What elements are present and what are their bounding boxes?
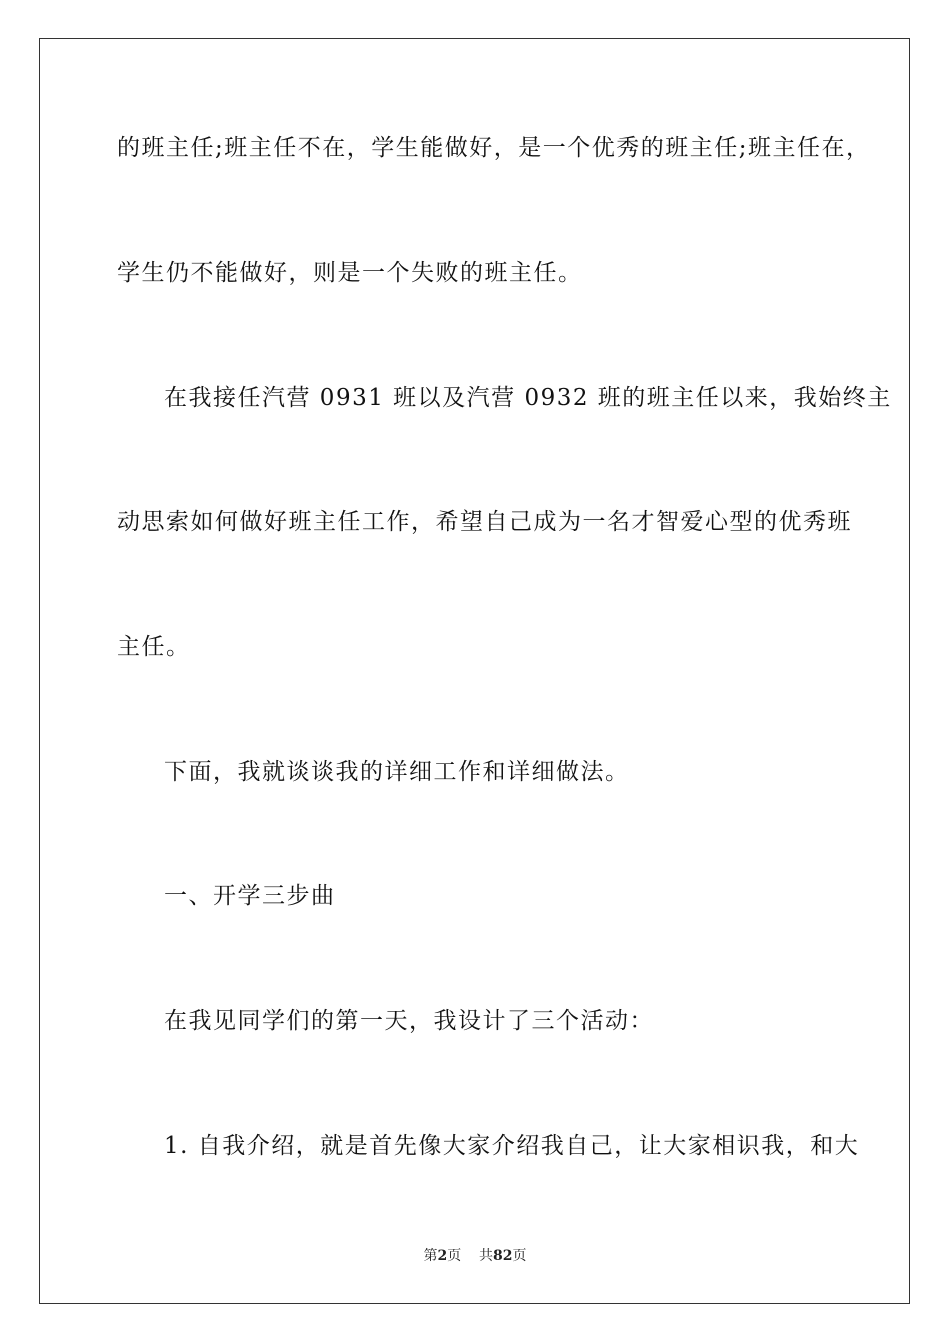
body-line-3: 在我接任汽营 0931 班以及汽营 0932 班的班主任以来，我始终主 (164, 385, 892, 411)
body-line-4: 动思索如何做好班主任工作，希望自己成为一名才智爱心型的优秀班 (117, 509, 852, 535)
body-line-2: 学生仍不能做好，则是一个失败的班主任。 (117, 260, 583, 286)
current-page-number: 2 (437, 1248, 448, 1264)
page-frame (39, 38, 910, 1304)
page-footer (0, 1245, 950, 1265)
footer-total-unit: 页 (512, 1248, 527, 1264)
list-item-1: 1. 自我介绍，就是首先像大家介绍我自己，让大家相识我，和大 (164, 1133, 860, 1159)
body-line-1: 的班主任;班主任不在，学生能做好，是一个优秀的班主任;班主任在， (117, 135, 871, 161)
body-line-5: 主任。 (117, 634, 191, 660)
body-line-6: 下面，我就谈谈我的详细工作和详细做法。 (164, 759, 630, 785)
footer-total-prefix: 共 (479, 1248, 494, 1264)
total-pages-number: 82 (493, 1248, 513, 1264)
section-heading: 一、开学三步曲 (164, 883, 336, 909)
body-line-8: 在我见同学们的第一天，我设计了三个活动： (164, 1008, 654, 1034)
footer-prefix: 第 (423, 1248, 438, 1264)
footer-page-unit: 页 (447, 1248, 462, 1264)
